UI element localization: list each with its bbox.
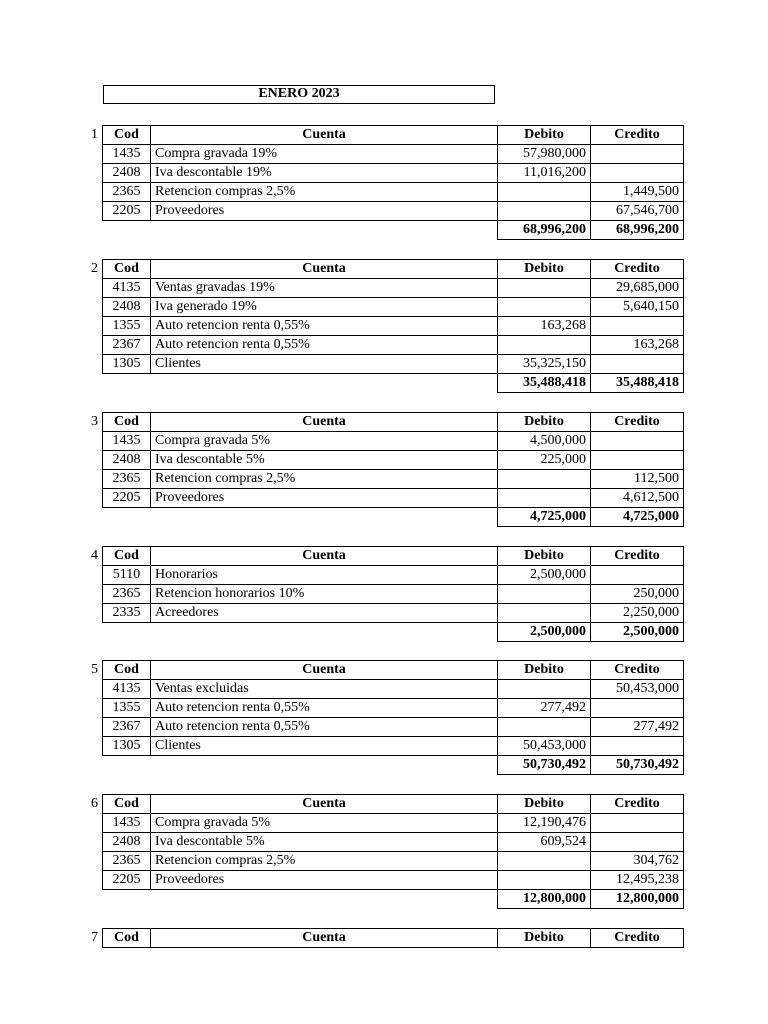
- cuenta-cell: Retencion compras 2,5%: [151, 852, 498, 871]
- cod-cell: 2365: [103, 183, 151, 202]
- total-credito: 68,996,200: [591, 221, 684, 240]
- header-cod: Cod: [103, 126, 151, 145]
- credito-cell: 12,495,238: [591, 871, 684, 890]
- header-debito: Debito: [498, 795, 591, 814]
- credito-cell: 2,250,000: [591, 604, 684, 623]
- total-spacer: [103, 374, 151, 393]
- header-cuenta: Cuenta: [151, 260, 498, 279]
- cod-cell: 1435: [103, 814, 151, 833]
- header-credito: Credito: [591, 547, 684, 566]
- header-cod: Cod: [103, 929, 151, 948]
- debito-cell: 57,980,000: [498, 145, 591, 164]
- header-credito: Credito: [591, 661, 684, 680]
- cod-cell: 1435: [103, 432, 151, 451]
- cuenta-cell: Compra gravada 5%: [151, 432, 498, 451]
- cuenta-cell: Iva descontable 5%: [151, 451, 498, 470]
- debito-cell: [498, 470, 591, 489]
- cuenta-cell: Proveedores: [151, 871, 498, 890]
- header-cuenta: Cuenta: [151, 413, 498, 432]
- header-row: [103, 260, 684, 279]
- total-debito: 12,800,000: [498, 890, 591, 909]
- header-row: [103, 795, 684, 814]
- debito-cell: [498, 489, 591, 508]
- table-row: [103, 164, 684, 183]
- header-credito: Credito: [591, 413, 684, 432]
- cod-cell: 2408: [103, 164, 151, 183]
- credito-cell: 163,268: [591, 336, 684, 355]
- cod-cell: 2365: [103, 470, 151, 489]
- table-row: [103, 432, 684, 451]
- debito-cell: [498, 279, 591, 298]
- entry-number: 5: [91, 662, 98, 677]
- total-row: [103, 756, 684, 775]
- ledger-table: [102, 412, 684, 527]
- total-row: [103, 221, 684, 240]
- cuenta-cell: Proveedores: [151, 489, 498, 508]
- table-row: [103, 566, 684, 585]
- entry-number: 3: [91, 414, 98, 429]
- header-row: [103, 929, 684, 948]
- cod-cell: 1305: [103, 355, 151, 374]
- credito-cell: 304,762: [591, 852, 684, 871]
- cod-cell: 2408: [103, 451, 151, 470]
- cod-cell: 2365: [103, 585, 151, 604]
- cuenta-cell: Compra gravada 5%: [151, 814, 498, 833]
- cuenta-cell: Iva descontable 5%: [151, 833, 498, 852]
- entry-number: 7: [91, 930, 98, 945]
- header-debito: Debito: [498, 413, 591, 432]
- table-row: [103, 718, 684, 737]
- debito-cell: [498, 871, 591, 890]
- table-row: [103, 336, 684, 355]
- total-row: [103, 508, 684, 527]
- total-debito: 50,730,492: [498, 756, 591, 775]
- table-row: [103, 145, 684, 164]
- header-row: [103, 661, 684, 680]
- header-row: [103, 126, 684, 145]
- entry-number: 2: [91, 261, 98, 276]
- ledger-table: [102, 660, 684, 775]
- table-row: [103, 699, 684, 718]
- table-row: [103, 852, 684, 871]
- cuenta-cell: Honorarios: [151, 566, 498, 585]
- total-debito: 35,488,418: [498, 374, 591, 393]
- header-cuenta: Cuenta: [151, 661, 498, 680]
- table-row: [103, 814, 684, 833]
- header-debito: Debito: [498, 661, 591, 680]
- cod-cell: 2205: [103, 871, 151, 890]
- cuenta-cell: Proveedores: [151, 202, 498, 221]
- header-cod: Cod: [103, 413, 151, 432]
- debito-cell: 4,500,000: [498, 432, 591, 451]
- debito-cell: [498, 298, 591, 317]
- table-row: [103, 317, 684, 336]
- total-spacer: [151, 221, 498, 240]
- credito-cell: 4,612,500: [591, 489, 684, 508]
- credito-cell: [591, 566, 684, 585]
- credito-cell: 277,492: [591, 718, 684, 737]
- entry-number: 4: [91, 548, 98, 563]
- credito-cell: [591, 451, 684, 470]
- header-cuenta: Cuenta: [151, 795, 498, 814]
- debito-cell: [498, 852, 591, 871]
- cod-cell: 2365: [103, 852, 151, 871]
- debito-cell: 35,325,150: [498, 355, 591, 374]
- total-credito: 4,725,000: [591, 508, 684, 527]
- total-debito: 4,725,000: [498, 508, 591, 527]
- cuenta-cell: Clientes: [151, 355, 498, 374]
- credito-cell: 67,546,700: [591, 202, 684, 221]
- credito-cell: 1,449,500: [591, 183, 684, 202]
- table-row: [103, 680, 684, 699]
- cod-cell: 1355: [103, 317, 151, 336]
- table-row: [103, 202, 684, 221]
- total-spacer: [103, 890, 151, 909]
- debito-cell: [498, 183, 591, 202]
- cuenta-cell: Compra gravada 19%: [151, 145, 498, 164]
- header-cuenta: Cuenta: [151, 929, 498, 948]
- cod-cell: 2367: [103, 336, 151, 355]
- header-cod: Cod: [103, 795, 151, 814]
- header-credito: Credito: [591, 126, 684, 145]
- header-debito: Debito: [498, 260, 591, 279]
- header-cod: Cod: [103, 547, 151, 566]
- debito-cell: 2,500,000: [498, 566, 591, 585]
- cod-cell: 2408: [103, 833, 151, 852]
- header-debito: Debito: [498, 547, 591, 566]
- ledger-table: [102, 794, 684, 909]
- header-row: [103, 547, 684, 566]
- table-row: [103, 585, 684, 604]
- cod-cell: 5110: [103, 566, 151, 585]
- total-spacer: [103, 508, 151, 527]
- cod-cell: 1435: [103, 145, 151, 164]
- credito-cell: 29,685,000: [591, 279, 684, 298]
- table-row: [103, 279, 684, 298]
- total-credito: 35,488,418: [591, 374, 684, 393]
- cuenta-cell: Iva generado 19%: [151, 298, 498, 317]
- credito-cell: 112,500: [591, 470, 684, 489]
- header-credito: Credito: [591, 929, 684, 948]
- entry-number: 1: [91, 127, 98, 142]
- header-credito: Credito: [591, 260, 684, 279]
- table-row: [103, 871, 684, 890]
- cod-cell: 4135: [103, 279, 151, 298]
- cuenta-cell: Auto retencion renta 0,55%: [151, 718, 498, 737]
- total-spacer: [103, 221, 151, 240]
- header-debito: Debito: [498, 126, 591, 145]
- total-credito: 12,800,000: [591, 890, 684, 909]
- table-row: [103, 833, 684, 852]
- total-row: [103, 890, 684, 909]
- total-spacer: [151, 756, 498, 775]
- total-spacer: [151, 374, 498, 393]
- ledger-table: [102, 259, 684, 393]
- cod-cell: 2205: [103, 202, 151, 221]
- credito-cell: 50,453,000: [591, 680, 684, 699]
- debito-cell: 277,492: [498, 699, 591, 718]
- debito-cell: 225,000: [498, 451, 591, 470]
- credito-cell: [591, 737, 684, 756]
- cuenta-cell: Retencion honorarios 10%: [151, 585, 498, 604]
- cod-cell: 4135: [103, 680, 151, 699]
- total-spacer: [103, 756, 151, 775]
- header-debito: Debito: [498, 929, 591, 948]
- table-row: [103, 451, 684, 470]
- credito-cell: [591, 814, 684, 833]
- entry-number: 6: [91, 796, 98, 811]
- debito-cell: [498, 336, 591, 355]
- page-title: ENERO 2023: [103, 85, 495, 104]
- total-credito: 2,500,000: [591, 623, 684, 642]
- total-row: [103, 374, 684, 393]
- total-spacer: [151, 890, 498, 909]
- credito-cell: [591, 833, 684, 852]
- cuenta-cell: Acreedores: [151, 604, 498, 623]
- cod-cell: 1305: [103, 737, 151, 756]
- total-spacer: [103, 623, 151, 642]
- cod-cell: 2335: [103, 604, 151, 623]
- header-cod: Cod: [103, 260, 151, 279]
- cod-cell: 2367: [103, 718, 151, 737]
- header-credito: Credito: [591, 795, 684, 814]
- header-cuenta: Cuenta: [151, 547, 498, 566]
- credito-cell: [591, 355, 684, 374]
- debito-cell: 11,016,200: [498, 164, 591, 183]
- table-row: [103, 470, 684, 489]
- ledger-table: [102, 125, 684, 240]
- debito-cell: [498, 680, 591, 699]
- credito-cell: 5,640,150: [591, 298, 684, 317]
- debito-cell: 609,524: [498, 833, 591, 852]
- cod-cell: 2408: [103, 298, 151, 317]
- cod-cell: 2205: [103, 489, 151, 508]
- credito-cell: [591, 432, 684, 451]
- cuenta-cell: Ventas gravadas 19%: [151, 279, 498, 298]
- cuenta-cell: Auto retencion renta 0,55%: [151, 317, 498, 336]
- credito-cell: [591, 145, 684, 164]
- cuenta-cell: Auto retencion renta 0,55%: [151, 699, 498, 718]
- ledger-table: [102, 928, 684, 948]
- table-row: [103, 737, 684, 756]
- table-row: [103, 355, 684, 374]
- cuenta-cell: Iva descontable 19%: [151, 164, 498, 183]
- debito-cell: 12,190,476: [498, 814, 591, 833]
- cuenta-cell: Retencion compras 2,5%: [151, 470, 498, 489]
- total-spacer: [151, 623, 498, 642]
- debito-cell: [498, 585, 591, 604]
- debito-cell: [498, 202, 591, 221]
- table-row: [103, 489, 684, 508]
- debito-cell: [498, 718, 591, 737]
- table-row: [103, 183, 684, 202]
- credito-cell: [591, 317, 684, 336]
- debito-cell: 50,453,000: [498, 737, 591, 756]
- credito-cell: [591, 699, 684, 718]
- header-row: [103, 413, 684, 432]
- header-cod: Cod: [103, 661, 151, 680]
- credito-cell: 250,000: [591, 585, 684, 604]
- ledger-table: [102, 546, 684, 642]
- cuenta-cell: Auto retencion renta 0,55%: [151, 336, 498, 355]
- cuenta-cell: Clientes: [151, 737, 498, 756]
- cuenta-cell: Retencion compras 2,5%: [151, 183, 498, 202]
- table-row: [103, 298, 684, 317]
- debito-cell: 163,268: [498, 317, 591, 336]
- credito-cell: [591, 164, 684, 183]
- table-row: [103, 604, 684, 623]
- cod-cell: 1355: [103, 699, 151, 718]
- total-debito: 68,996,200: [498, 221, 591, 240]
- total-spacer: [151, 508, 498, 527]
- total-debito: 2,500,000: [498, 623, 591, 642]
- total-row: [103, 623, 684, 642]
- cuenta-cell: Ventas excluidas: [151, 680, 498, 699]
- header-cuenta: Cuenta: [151, 126, 498, 145]
- total-credito: 50,730,492: [591, 756, 684, 775]
- debito-cell: [498, 604, 591, 623]
